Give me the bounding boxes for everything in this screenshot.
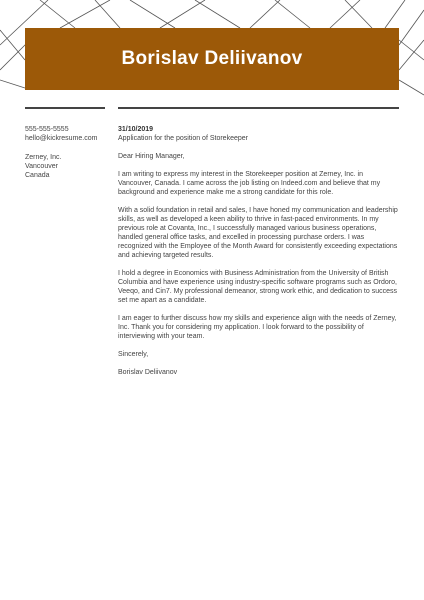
applicant-name: Borislav Deliivanov [121,48,303,69]
letter-paragraph: I hold a degree in Economics with Business Administration from the University of British Columbia and have experience using industry-specific software programs such as Ordoro, Veeqo, and Cin7. My professional demeanor, strong work ethic, and dedication to success set me apart as a candidate. [118,270,397,304]
letter-greeting: Dear Hiring Manager, [118,153,185,160]
phone-number: 555-555-5555 [25,126,69,133]
header-banner [25,28,399,90]
recipient-country: Canada [25,172,50,179]
recipient-city: Vancouver [25,163,58,170]
email-address: hello@kickresume.com [25,135,98,142]
letter-subject: Application for the position of Storekeeper [118,135,248,142]
letter-paragraph: With a solid foundation in retail and sales, I have honed my communication and leadership skills, as well as developed a keen ability to thrive in fast-paced environments. In my previous role at Covanta, Inc., I successfully managed various business operations, handled general office tasks, and excelled in processing purchase orders. I was recognized with the Employee of the Month Award for consistently exceeding expectations and achieving targeted results. [118,207,398,259]
contact-block [25,125,113,143]
letter-body [118,125,399,386]
letter-paragraph: I am eager to further discuss how my skills and experience align with the needs of Zerney, Inc. Thank you for considering my application. I look forward to the possibility of interviewing with your team. [118,315,397,340]
letter-paragraph: I am writing to express my interest in the Storekeeper position at Zerney, Inc. in Vancouver, Canada. I came across the job listing on Indeed.com and believe that my background and experience make me a strong candidate for this role. [118,171,381,196]
main-divider [118,107,399,109]
letter-closing: Sincerely, [118,351,149,358]
letter-signature: Borislav Deliivanov [118,369,178,376]
letter-date: 31/10/2019 [118,126,154,133]
contact-sidebar [25,125,113,190]
sidebar-divider [25,107,105,109]
recipient-company: Zerney, Inc. [25,154,62,161]
recipient-address [25,153,113,180]
